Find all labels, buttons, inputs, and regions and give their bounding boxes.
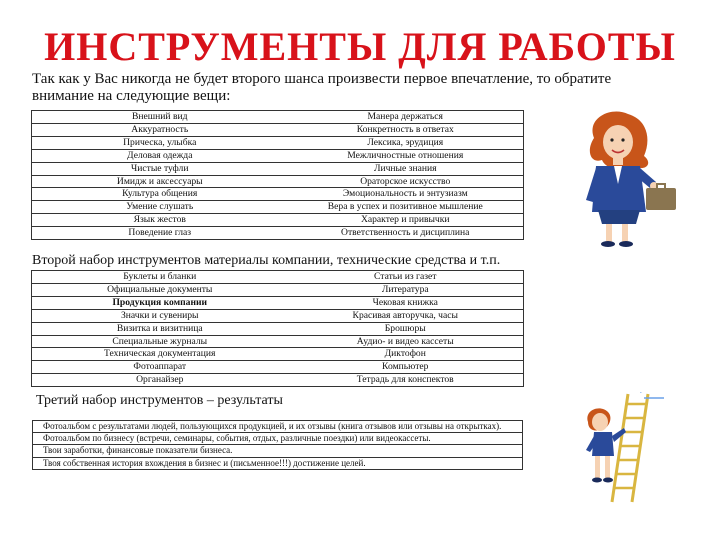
table-row bbox=[32, 136, 524, 149]
table-row bbox=[32, 335, 524, 348]
section-heading-results: Третий набор инструментов – результаты bbox=[36, 393, 283, 408]
table-cell: Внешний вид bbox=[32, 111, 288, 124]
table-cell: Ответственность и дисциплина bbox=[288, 227, 524, 240]
table-row bbox=[32, 374, 524, 387]
table-row bbox=[32, 227, 524, 240]
table-row bbox=[32, 271, 524, 284]
table-row bbox=[32, 123, 524, 136]
table-cell: Лексика, эрудиция bbox=[288, 136, 524, 149]
table-cell: Органайзер bbox=[32, 374, 288, 387]
table-cell: Эмоциональность и энтузиазм bbox=[288, 188, 524, 201]
table-cell: Деловая одежда bbox=[32, 149, 288, 162]
table-row bbox=[32, 322, 524, 335]
list-item: Фотоальбом по бизнесу (встречи, семинары, события, отдых, различные поездки) или видеокассеты. bbox=[32, 433, 523, 445]
table-cell: Конкретность в ответах bbox=[288, 123, 524, 136]
table-cell: Ораторское искусство bbox=[288, 175, 524, 188]
table-cell: Прическа, улыбка bbox=[32, 136, 288, 149]
table-cell: Диктофон bbox=[288, 348, 524, 361]
table-row bbox=[32, 214, 524, 227]
table-cell: Умение слушать bbox=[32, 201, 288, 214]
table-cell: Личные знания bbox=[288, 162, 524, 175]
table-cell: Аккуратность bbox=[32, 123, 288, 136]
appearance-table bbox=[31, 110, 524, 240]
table-row bbox=[32, 283, 524, 296]
table-cell: Чистые туфли bbox=[32, 162, 288, 175]
table-cell: Значки и сувениры bbox=[32, 309, 288, 322]
table-cell: Визитка и визитница bbox=[32, 322, 288, 335]
table-cell: Культура общения bbox=[32, 188, 288, 201]
list-item: Фотоальбом с результатами людей, пользующихся продукцией, и их отзывы (книга отзывов или отзывы на открытках). bbox=[32, 421, 523, 433]
table-cell: Аудио- и видео кассеты bbox=[288, 335, 524, 348]
table-cell: Брошюры bbox=[288, 322, 524, 335]
table-cell: Манера держаться bbox=[288, 111, 524, 124]
table-cell: Фотоаппарат bbox=[32, 361, 288, 374]
table-cell: Чековая книжка bbox=[288, 296, 524, 309]
table-cell: Официальные документы bbox=[32, 283, 288, 296]
table-cell: Продукция компании bbox=[32, 296, 288, 309]
table-cell: Язык жестов bbox=[32, 214, 288, 227]
page-title: ИНСТРУМЕНТЫ ДЛЯ РАБОТЫ bbox=[44, 24, 676, 69]
table-cell: Тетрадь для конспектов bbox=[288, 374, 524, 387]
table-row bbox=[32, 188, 524, 201]
table-row bbox=[32, 361, 524, 374]
table-row bbox=[32, 296, 524, 309]
table-cell: Вера в успех и позитивное мышление bbox=[288, 201, 524, 214]
table-row bbox=[32, 348, 524, 361]
results-list bbox=[32, 420, 523, 470]
section-heading-materials: Второй набор инструментов материалы компании, технические средства и т.п. bbox=[32, 253, 501, 268]
list-item: Твои заработки, финансовые показатели бизнеса. bbox=[32, 445, 523, 457]
ladder-climber-illustration bbox=[578, 392, 668, 504]
table-row bbox=[32, 111, 524, 124]
table-cell: Характер и привычки bbox=[288, 214, 524, 227]
table-cell: Литература bbox=[288, 283, 524, 296]
table-row bbox=[32, 162, 524, 175]
table-cell: Компьютер bbox=[288, 361, 524, 374]
materials-table bbox=[31, 270, 524, 387]
table-cell: Красивая авторучка, часы bbox=[288, 309, 524, 322]
table-cell: Межличностные отношения bbox=[288, 149, 524, 162]
table-cell: Техническая документация bbox=[32, 348, 288, 361]
table-cell: Имидж и аксессуары bbox=[32, 175, 288, 188]
table-cell: Буклеты и бланки bbox=[32, 271, 288, 284]
table-row bbox=[32, 309, 524, 322]
table-cell: Специальные журналы bbox=[32, 335, 288, 348]
businesswoman-illustration bbox=[556, 108, 706, 248]
table-cell: Статьи из газет bbox=[288, 271, 524, 284]
table-cell: Поведение глаз bbox=[32, 227, 288, 240]
table-row bbox=[32, 149, 524, 162]
list-item: Твоя собственная история вхождения в бизнес и (письменное!!!) достижение целей. bbox=[32, 458, 523, 470]
table-row bbox=[32, 201, 524, 214]
intro-text: Так как у Вас никогда не будет второго шанса произвести первое впечатление, то обратите внимание на следующие вещи: bbox=[32, 71, 612, 104]
table-row bbox=[32, 175, 524, 188]
